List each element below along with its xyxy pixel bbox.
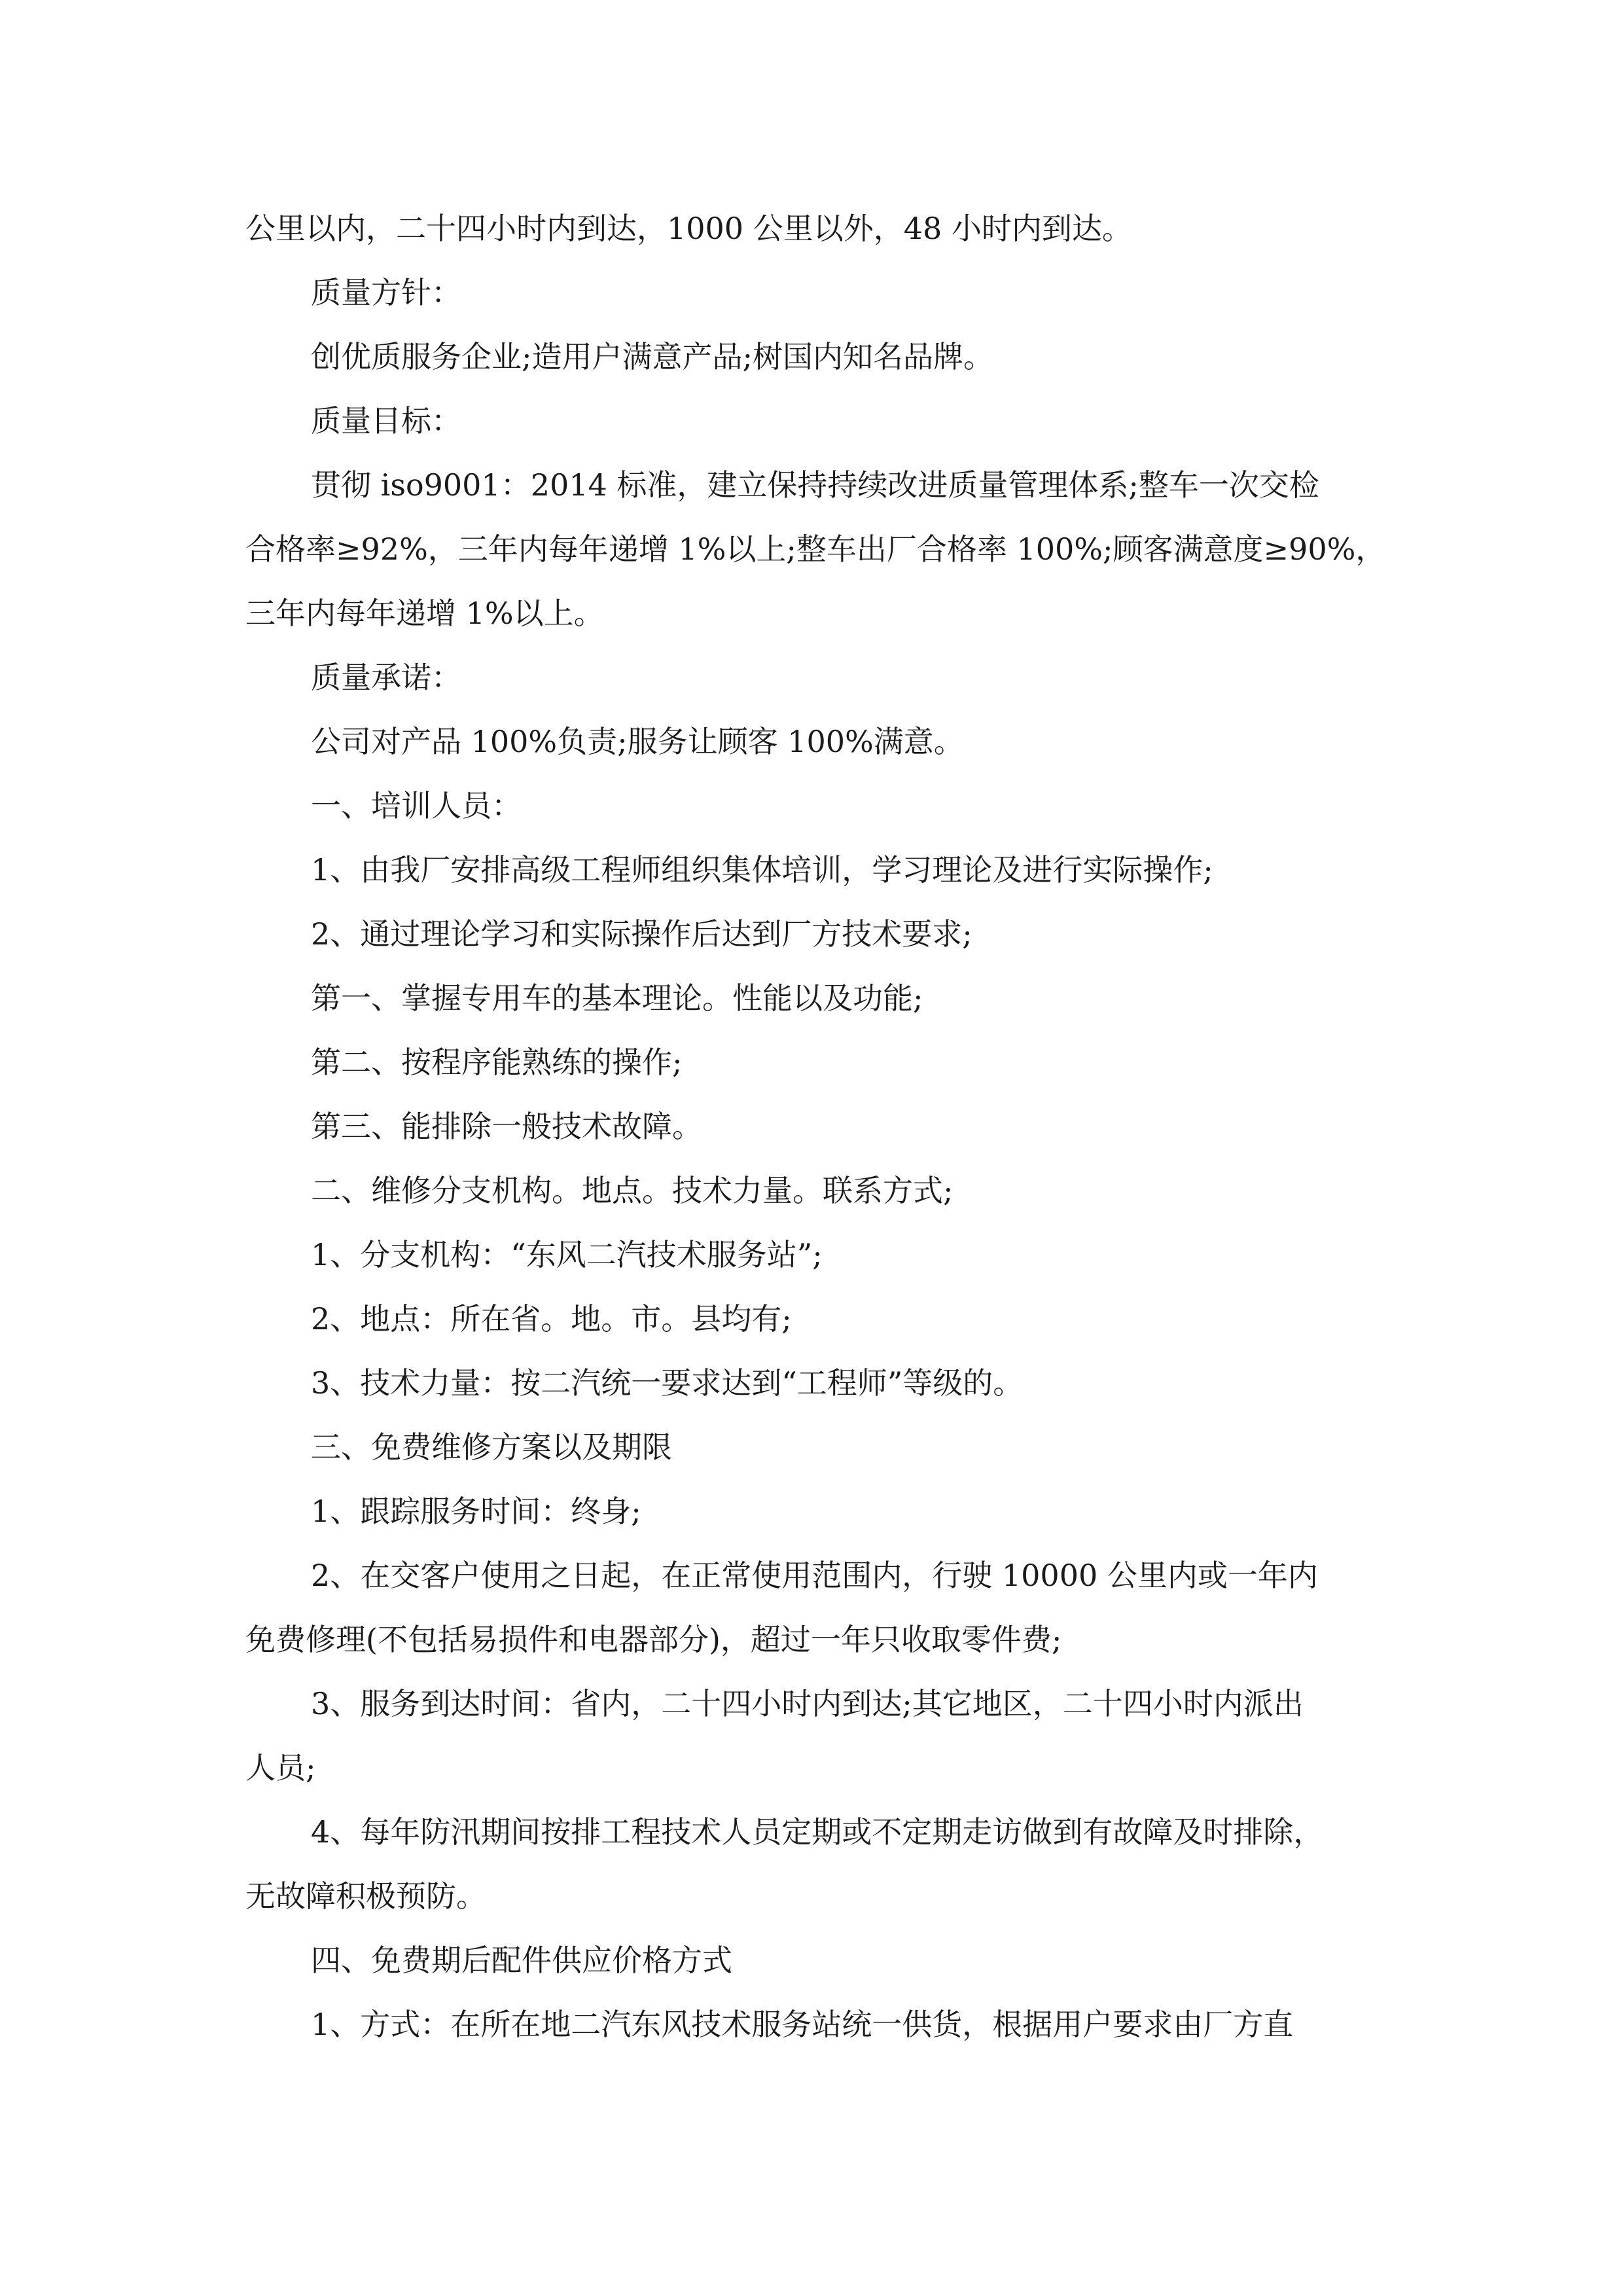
- list-item: 1、分支机构：“东风二汽技术服务站”;: [311, 1237, 823, 1272]
- paragraph-line: 三年内每年递增 1%以上。: [245, 596, 604, 631]
- list-item: 3、服务到达时间：省内，二十四小时内到达;其它地区，二十四小时内派出: [311, 1686, 1304, 1721]
- list-item: 2、通过理论学习和实际操作后达到厂方技术要求;: [311, 916, 972, 952]
- paragraph-line: 无故障积极预防。: [245, 1878, 486, 1914]
- list-item: 第二、按程序能熟练的操作;: [311, 1045, 683, 1080]
- list-item: 第一、掌握专用车的基本理论。性能以及功能;: [311, 980, 923, 1016]
- paragraph-line: 公里以内，二十四小时内到达，1000 公里以外，48 小时内到达。: [245, 211, 1132, 246]
- list-item: 2、在交客户使用之日起，在正常使用范围内，行驶 10000 公里内或一年内: [311, 1558, 1318, 1593]
- section-heading-quality-policy: 质量方针：: [311, 275, 461, 310]
- section-heading-branches: 二、维修分支机构。地点。技术力量。联系方式;: [311, 1173, 954, 1208]
- list-item: 2、地点：所在省。地。市。县均有;: [311, 1301, 792, 1336]
- list-item: 1、跟踪服务时间：终身;: [311, 1494, 641, 1529]
- section-heading-quality-commitment: 质量承诺：: [311, 660, 461, 695]
- section-heading-training: 一、培训人员：: [311, 788, 522, 823]
- document-body: [245, 196, 1384, 2056]
- section-heading-quality-goals: 质量目标：: [311, 403, 461, 439]
- section-heading-free-repair: 三、免费维修方案以及期限: [311, 1429, 672, 1465]
- paragraph-line: 贯彻 iso9001：2014 标准，建立保持持续改进质量管理体系;整车一次交检: [311, 467, 1319, 503]
- paragraph-line: 免费修理(不包括易损件和电器部分)，超过一年只收取零件费;: [245, 1622, 1062, 1657]
- paragraph-line: 创优质服务企业;造用户满意产品;树国内知名品牌。: [311, 339, 993, 374]
- paragraph-line: 公司对产品 100%负责;服务让顾客 100%满意。: [311, 724, 964, 759]
- list-item: 4、每年防汛期间按排工程技术人员定期或不定期走访做到有故障及时排除，: [311, 1814, 1324, 1850]
- paragraph-line: 人员;: [245, 1750, 316, 1785]
- section-heading-parts-supply: 四、免费期后配件供应价格方式: [311, 1943, 732, 1978]
- list-item: 1、方式：在所在地二汽东风技术服务站统一供货，根据用户要求由厂方直: [311, 2007, 1294, 2042]
- paragraph-line: 合格率≥92%，三年内每年递增 1%以上;整车出厂合格率 100%;顾客满意度≥90%，: [245, 531, 1386, 567]
- list-item: 1、由我厂安排高级工程师组织集体培训，学习理论及进行实际操作;: [311, 852, 1213, 888]
- list-item: 第三、能排除一般技术故障。: [311, 1109, 702, 1144]
- list-item: 3、技术力量：按二汽统一要求达到“工程师”等级的。: [311, 1365, 1024, 1401]
